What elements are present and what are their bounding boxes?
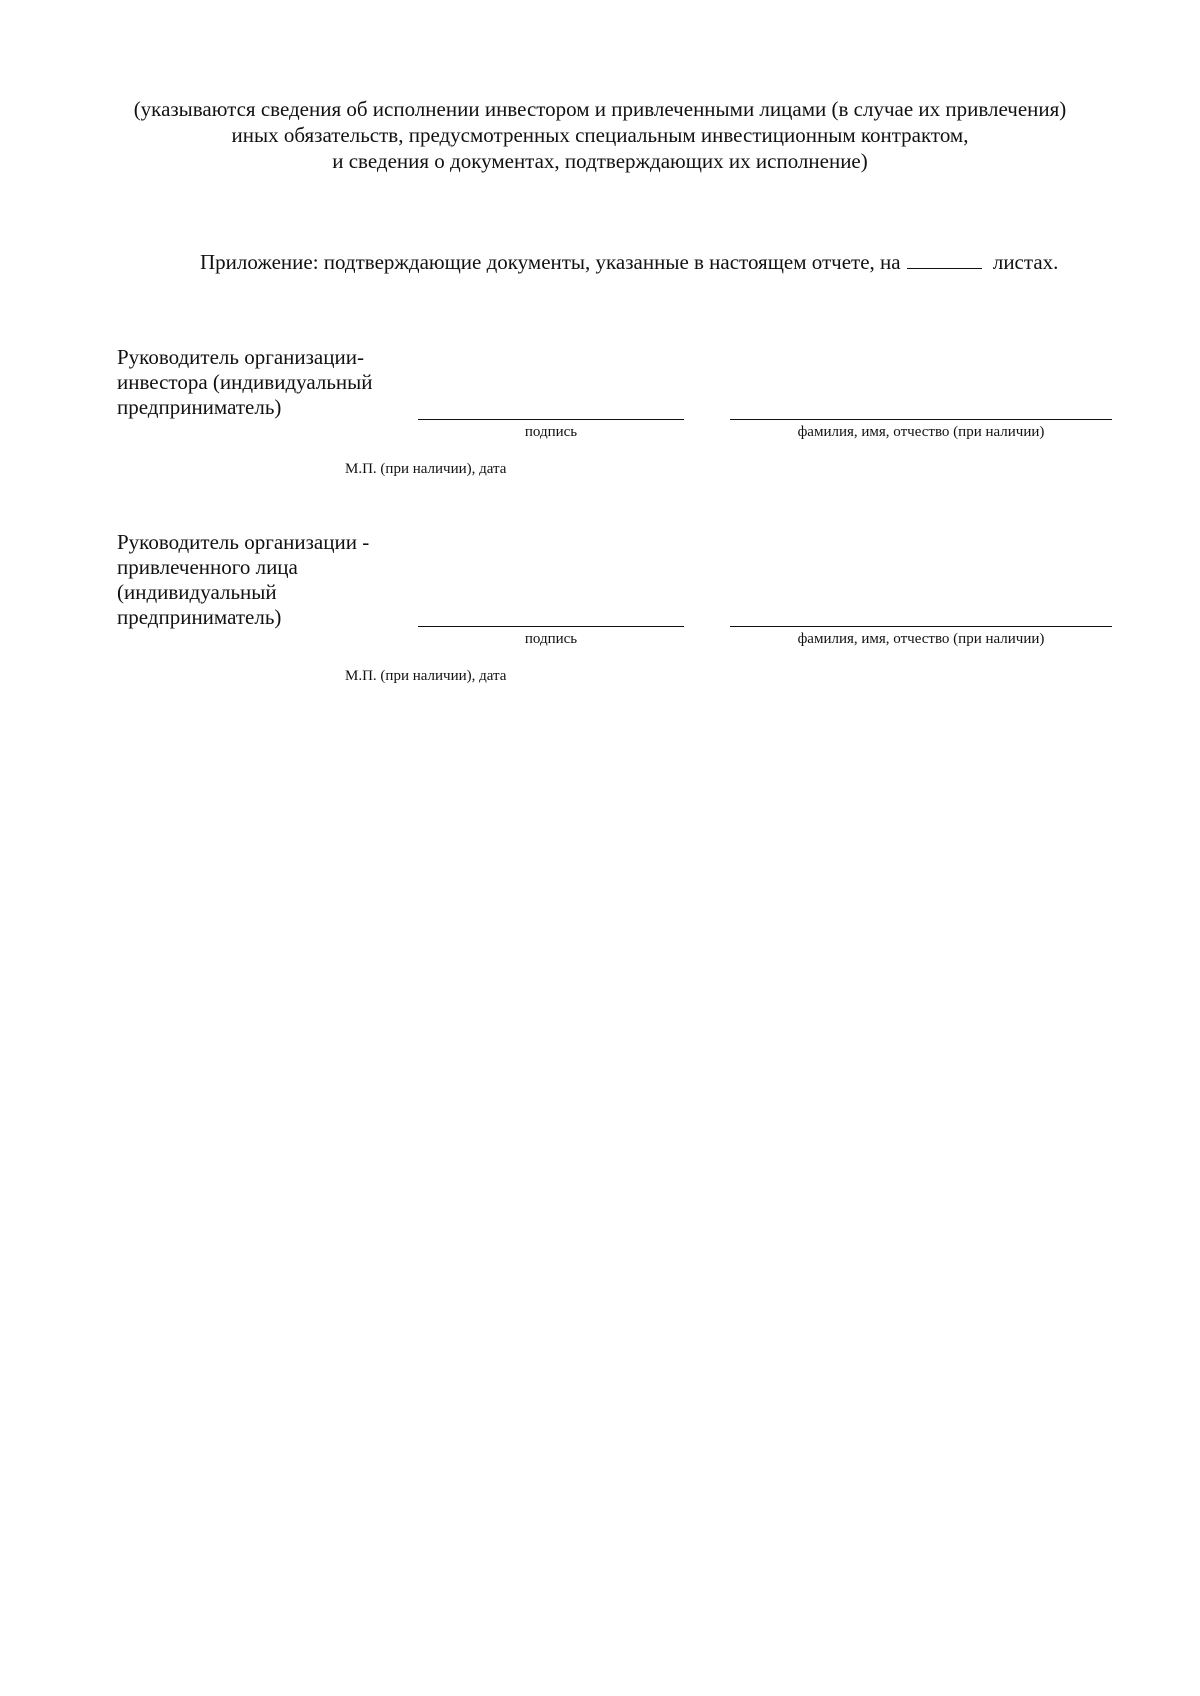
attracted-name-caption: фамилия, имя, отчество (при наличии) xyxy=(797,631,1045,647)
attracted-signature-caption: подпись xyxy=(524,631,578,647)
role-line: инвестора (индивидуальный xyxy=(117,370,373,394)
investor-signature-caption: подпись xyxy=(524,424,578,440)
obligations-note xyxy=(100,96,1100,174)
investor-name-line[interactable] xyxy=(730,419,1112,420)
attachment-suffix: листах. xyxy=(992,250,1059,274)
attracted-stamp-caption: М.П. (при наличии), дата xyxy=(345,668,507,684)
attracted-name-line[interactable] xyxy=(730,626,1112,627)
role-line: предприниматель) xyxy=(117,605,282,629)
investor-signature-line[interactable] xyxy=(418,419,684,420)
note-line: (указываются сведения об исполнении инвестором и привлеченными лицами (в случае их привлечения) xyxy=(133,97,1067,121)
investor-name-caption: фамилия, имя, отчество (при наличии) xyxy=(797,424,1045,440)
note-line: иных обязательств, предусмотренных специальным инвестиционным контрактом, xyxy=(231,123,969,147)
role-line: привлеченного лица xyxy=(117,555,298,579)
role-line: Руководитель организации - xyxy=(117,530,370,554)
attachment-prefix: Приложение: подтверждающие документы, указанные в настоящем отчете, на xyxy=(200,250,901,274)
role-line: Руководитель организации- xyxy=(117,345,364,369)
investor-head-role xyxy=(117,345,373,420)
role-line: (индивидуальный xyxy=(117,580,277,604)
attracted-signature-line[interactable] xyxy=(418,626,684,627)
role-line: предприниматель) xyxy=(117,395,282,419)
investor-stamp-caption: М.П. (при наличии), дата xyxy=(345,461,507,477)
attracted-person-head-role xyxy=(117,530,369,630)
note-line: и сведения о документах, подтверждающих их исполнение) xyxy=(332,149,868,173)
sheet-count-blank[interactable] xyxy=(907,267,982,269)
attachment-line xyxy=(200,250,1058,275)
